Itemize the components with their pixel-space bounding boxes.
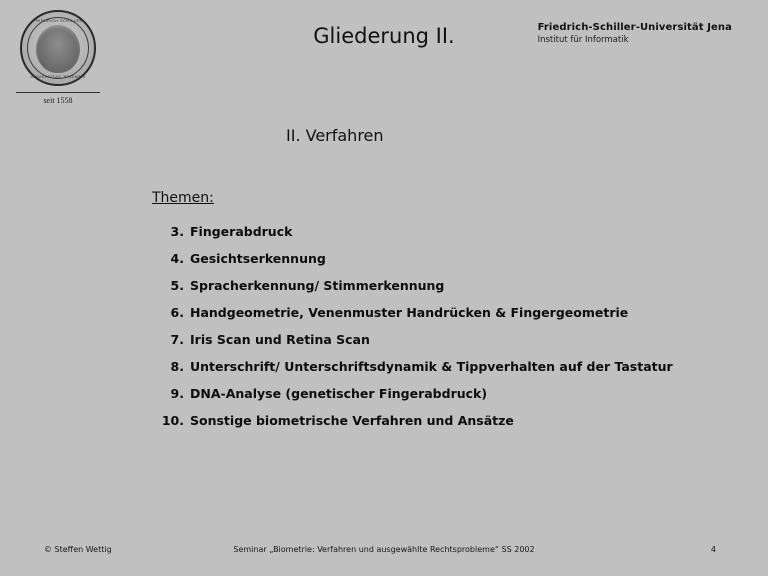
seal-ring-text-bottom: UNIVERSITAS JENENSIS [30, 74, 86, 79]
list-item [152, 299, 752, 326]
topics-label: Themen: [152, 190, 214, 206]
list-item-number: 4. [170, 251, 184, 266]
list-item-number: 10. [161, 413, 184, 428]
list-item-label: Spracherkennung/ Stimmerkennung [190, 278, 445, 293]
list-item-label: Sonstige biometrische Verfahren und Ansätze [190, 413, 514, 428]
list-item-number: 6. [170, 305, 184, 320]
list-item [152, 326, 752, 353]
institution-name: Friedrich-Schiller-Universität Jena [537, 22, 732, 33]
list-item-label: Unterschrift/ Unterschriftsdynamik & Tippverhalten auf der Tastatur [190, 359, 673, 374]
institution-department: Institut für Informatik [537, 35, 629, 45]
footer-seminar: Seminar „Biometrie: Verfahren und ausgewählte Rechtsprobleme“ SS 2002 [233, 545, 535, 554]
list-item-label: Fingerabdruck [190, 224, 293, 239]
list-item [152, 218, 752, 245]
list-item-label: Iris Scan und Retina Scan [190, 332, 370, 347]
list-item [152, 245, 752, 272]
list-item-label: Handgeometrie, Venenmuster Handrücken & Fingergeometrie [190, 305, 629, 320]
list-item [152, 380, 752, 407]
list-item [152, 407, 752, 434]
list-item-number: 8. [170, 359, 184, 374]
university-seal-icon [20, 10, 96, 86]
institution-block [538, 22, 732, 45]
list-item-label: DNA-Analyse (genetischer Fingerabdruck) [190, 386, 488, 401]
footer-page-number: 4 [710, 545, 716, 554]
topics-list [152, 218, 752, 434]
page-title: Gliederung II. [313, 24, 455, 48]
list-item [152, 353, 752, 380]
footer-author: © Steffen Wettig [44, 545, 112, 554]
section-heading: II. Verfahren [286, 126, 384, 145]
seal-ring-text-top: FRIEDRICH SCHILLER [33, 18, 83, 23]
list-item-label: Gesichtserkennung [190, 251, 326, 266]
list-item-number: 3. [170, 224, 184, 239]
list-item-number: 9. [170, 386, 184, 401]
logo-founded-year: seit 1558 [43, 96, 73, 105]
list-item-number: 5. [170, 278, 184, 293]
list-item-number: 7. [170, 332, 184, 347]
logo-divider [16, 92, 100, 93]
list-item [152, 272, 752, 299]
